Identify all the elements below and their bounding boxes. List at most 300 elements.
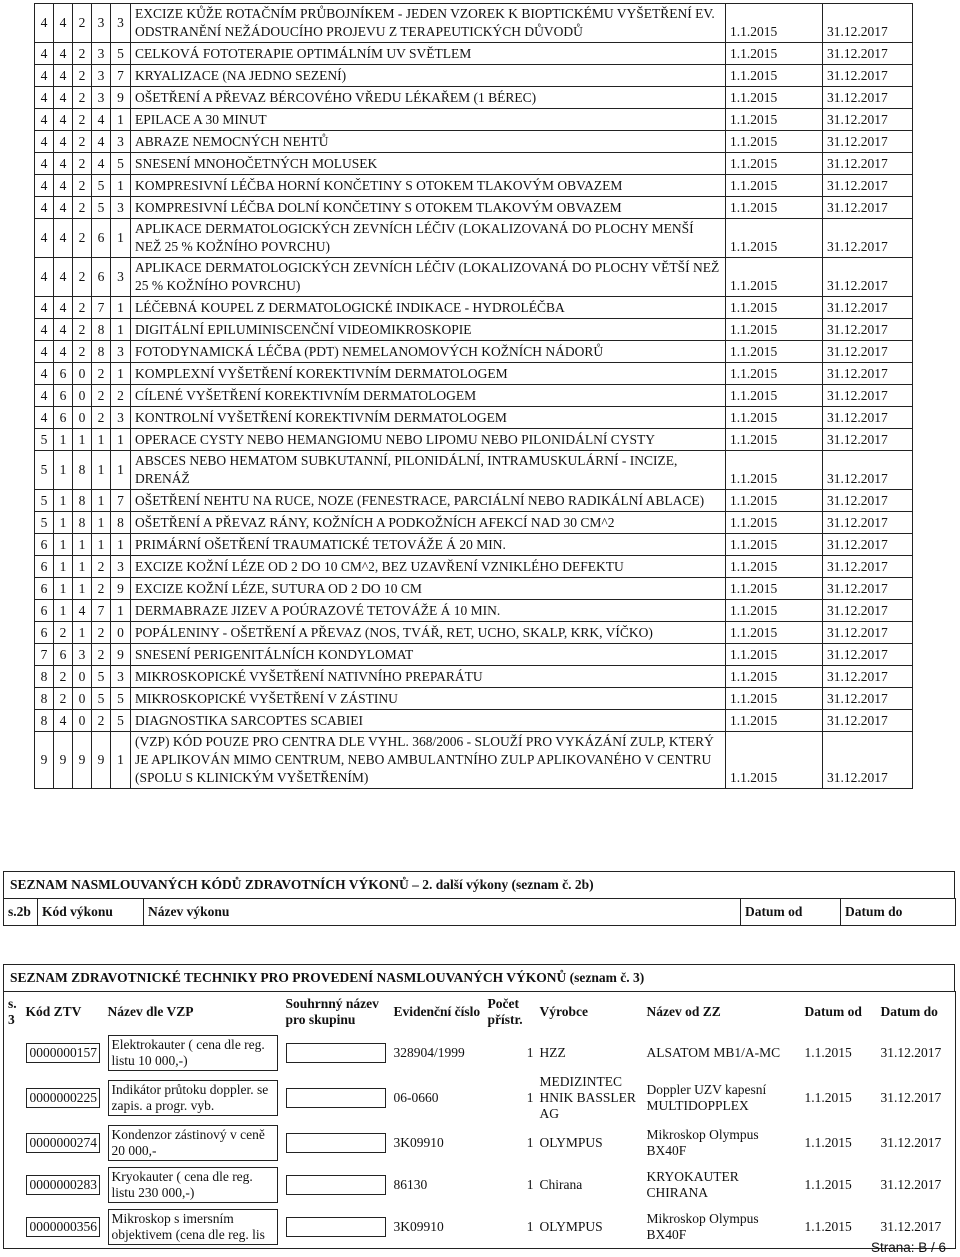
code-digit: 1 xyxy=(111,534,131,556)
header-datum-od: Datum od xyxy=(741,899,841,926)
procedure-name: SNESENÍ PERIGENITÁLNÍCH KONDYLOMAT xyxy=(131,644,726,666)
code-digit: 8 xyxy=(73,490,92,512)
code-digit: 2 xyxy=(73,319,92,341)
equipment-table xyxy=(3,991,956,1249)
code-digit: 0 xyxy=(73,688,92,710)
equipment-row xyxy=(4,1206,956,1249)
procedure-name: KONTROLNÍ VYŠETŘENÍ KOREKTIVNÍM DERMATOLOGEM xyxy=(131,407,726,429)
table-row xyxy=(35,258,913,297)
date-to: 31.12.2017 xyxy=(823,131,913,153)
code-digit: 7 xyxy=(92,600,111,622)
code-digit: 2 xyxy=(92,407,111,429)
procedure-name: PRIMÁRNÍ OŠETŘENÍ TRAUMATICKÉ TETOVÁŽE Á 20 MIN. xyxy=(131,534,726,556)
code-digit: 2 xyxy=(73,131,92,153)
date-to: 31.12.2017 xyxy=(823,578,913,600)
code-digit: 5 xyxy=(35,429,54,451)
procedure-name: KOMPLEXNÍ VYŠETŘENÍ KOREKTIVNÍM DERMATOLOGEM xyxy=(131,363,726,385)
code-digit: 4 xyxy=(35,175,54,197)
code-digit: 6 xyxy=(54,385,73,407)
table-row xyxy=(35,578,913,600)
page-number: Strana: B / 6 xyxy=(870,1240,946,1255)
header-s2b: s.2b xyxy=(4,899,38,926)
device-name: ALSATOM MB1/A-MC xyxy=(646,1045,781,1060)
row-index xyxy=(4,1032,22,1074)
procedure-name: DIAGNOSTIKA SARCOPTES SCABIEI xyxy=(131,710,726,732)
table-row xyxy=(35,65,913,87)
procedure-name: LÉČEBNÁ KOUPEL Z DERMATOLOGICKÉ INDIKACE - HYDROLÉČBA xyxy=(131,297,726,319)
code-digit: 2 xyxy=(54,666,73,688)
header-pocet: Počet přístr. xyxy=(487,996,523,1027)
group-name xyxy=(286,1133,386,1153)
date-from: 1.1.2015 xyxy=(726,131,823,153)
code-digit: 2 xyxy=(73,341,92,363)
code-digit: 2 xyxy=(111,385,131,407)
code-digit: 0 xyxy=(73,385,92,407)
code-digit: 6 xyxy=(54,407,73,429)
code-digit: 3 xyxy=(92,87,111,109)
code-digit: 6 xyxy=(35,534,54,556)
code-digit: 6 xyxy=(54,644,73,666)
table-row xyxy=(35,732,913,789)
code-digit: 4 xyxy=(35,131,54,153)
date-from: 1.1.2015 xyxy=(804,1090,852,1105)
registration-number: 328904/1999 xyxy=(393,1045,465,1060)
ztv-code: 0000000157 xyxy=(26,1043,100,1063)
device-name: Mikroskop Olympus BX40F xyxy=(646,1127,759,1158)
table-row xyxy=(35,175,913,197)
code-digit: 4 xyxy=(35,319,54,341)
date-to: 31.12.2017 xyxy=(823,258,913,297)
code-digit: 7 xyxy=(92,297,111,319)
code-digit: 4 xyxy=(54,297,73,319)
code-digit: 4 xyxy=(35,341,54,363)
code-digit: 6 xyxy=(35,622,54,644)
equipment-row xyxy=(4,1074,956,1122)
header-nazev-vykonu: Název výkonu xyxy=(144,899,741,926)
procedure-name: CELKOVÁ FOTOTERAPIE OPTIMÁLNÍM UV SVĚTLEM xyxy=(131,43,726,65)
vzp-name-cell xyxy=(104,1122,282,1164)
code-digit: 6 xyxy=(35,578,54,600)
code-digit: 4 xyxy=(54,219,73,258)
code-digit: 1 xyxy=(54,429,73,451)
code-digit: 3 xyxy=(92,65,111,87)
group-name-cell xyxy=(282,1032,390,1074)
code-digit: 2 xyxy=(73,153,92,175)
code-digit: 8 xyxy=(35,666,54,688)
code-digit: 1 xyxy=(54,451,73,490)
code-digit: 1 xyxy=(54,556,73,578)
procedure-name: ABRAZE NEMOCNÝCH NEHTŮ xyxy=(131,131,726,153)
header-vyrobce: Výrobce xyxy=(539,1004,588,1019)
code-digit: 4 xyxy=(54,109,73,131)
date-to: 31.12.2017 xyxy=(823,451,913,490)
code-digit: 2 xyxy=(73,4,92,43)
code-digit: 0 xyxy=(73,710,92,732)
code-digit: 6 xyxy=(92,219,111,258)
code-digit: 1 xyxy=(54,490,73,512)
code-digit: 1 xyxy=(111,363,131,385)
device-count: 1 xyxy=(526,1135,534,1150)
procedure-name: OŠETŘENÍ A PŘEVAZ BÉRCOVÉHO VŘEDU LÉKAŘEM (1 BÉREC) xyxy=(131,87,726,109)
date-to: 31.12.2017 xyxy=(880,1135,942,1150)
date-to: 31.12.2017 xyxy=(823,87,913,109)
code-digit: 4 xyxy=(35,109,54,131)
code-digit: 1 xyxy=(111,175,131,197)
vzp-name: Mikroskop s imersním objektivem (cena dle reg. lis xyxy=(108,1209,278,1245)
header-kod-ztv: Kód ZTV xyxy=(25,1004,82,1019)
date-from: 1.1.2015 xyxy=(726,363,823,385)
code-digit: 1 xyxy=(54,534,73,556)
table-row xyxy=(35,710,913,732)
table-row xyxy=(35,407,913,429)
date-to: 31.12.2017 xyxy=(823,43,913,65)
code-digit: 8 xyxy=(111,512,131,534)
code-digit: 2 xyxy=(54,622,73,644)
code-digit: 6 xyxy=(92,258,111,297)
group-name xyxy=(286,1217,386,1237)
code-digit: 9 xyxy=(111,644,131,666)
date-to: 31.12.2017 xyxy=(823,688,913,710)
date-from: 1.1.2015 xyxy=(804,1045,852,1060)
date-to: 31.12.2017 xyxy=(823,710,913,732)
code-digit: 3 xyxy=(111,341,131,363)
code-digit: 2 xyxy=(73,65,92,87)
header-nazev-zz: Název od ZZ xyxy=(646,1004,721,1019)
procedure-name: OŠETŘENÍ NEHTU NA RUCE, NOZE (FENESTRACE, PARCIÁLNÍ NEBO RADIKÁLNÍ ABLACE) xyxy=(131,490,726,512)
manufacturer: OLYMPUS xyxy=(539,1219,603,1234)
code-digit: 1 xyxy=(111,429,131,451)
code-digit: 6 xyxy=(54,363,73,385)
code-digit: 2 xyxy=(92,710,111,732)
code-digit: 2 xyxy=(73,43,92,65)
procedure-name: OŠETŘENÍ A PŘEVAZ RÁNY, KOŽNÍCH A PODKOŽNÍCH AFEKCÍ NAD 30 CM^2 xyxy=(131,512,726,534)
row-index xyxy=(4,1164,22,1206)
code-digit: 7 xyxy=(111,65,131,87)
table-row xyxy=(35,688,913,710)
procedure-name: KOMPRESIVNÍ LÉČBA HORNÍ KONČETINY S OTOKEM TLAKOVÝM OBVAZEM xyxy=(131,175,726,197)
table-row xyxy=(35,512,913,534)
code-digit: 4 xyxy=(35,4,54,43)
code-digit: 2 xyxy=(73,258,92,297)
vzp-name: Kryokauter ( cena dle reg. listu 230 000,-) xyxy=(108,1167,278,1203)
date-from: 1.1.2015 xyxy=(726,600,823,622)
group-name xyxy=(286,1175,386,1195)
date-to: 31.12.2017 xyxy=(823,429,913,451)
code-digit: 2 xyxy=(92,622,111,644)
code-digit: 3 xyxy=(111,258,131,297)
procedure-name: KRYALIZACE (NA JEDNO SEZENÍ) xyxy=(131,65,726,87)
device-count: 1 xyxy=(526,1090,534,1105)
procedure-name: APLIKACE DERMATOLOGICKÝCH ZEVNÍCH LÉČIV (LOKALIZOVANÁ DO PLOCHY VĚTŠÍ NEŽ 25 % KOŽNÍHO POVRCHU) xyxy=(131,258,726,297)
code-digit: 1 xyxy=(111,451,131,490)
date-from: 1.1.2015 xyxy=(726,732,823,789)
date-to: 31.12.2017 xyxy=(823,666,913,688)
date-from: 1.1.2015 xyxy=(726,451,823,490)
code-digit: 1 xyxy=(92,534,111,556)
header-s3: s. 3 xyxy=(8,996,17,1027)
header-souhrnny-nazev: Souhrnný název pro skupinu xyxy=(285,996,379,1027)
row-index xyxy=(4,1206,22,1249)
device-count: 1 xyxy=(526,1219,534,1234)
date-to: 31.12.2017 xyxy=(823,556,913,578)
date-to: 31.12.2017 xyxy=(823,65,913,87)
date-from: 1.1.2015 xyxy=(726,87,823,109)
code-digit: 0 xyxy=(73,363,92,385)
code-digit: 9 xyxy=(92,732,111,789)
code-digit: 1 xyxy=(54,578,73,600)
table-row xyxy=(35,319,913,341)
vzp-name-cell xyxy=(104,1164,282,1206)
code-digit: 8 xyxy=(35,710,54,732)
code-digit: 2 xyxy=(73,297,92,319)
group-name-cell xyxy=(282,1164,390,1206)
code-digit: 4 xyxy=(35,258,54,297)
code-digit: 4 xyxy=(35,197,54,219)
group-name xyxy=(286,1043,386,1063)
procedure-name: (VZP) KÓD POUZE PRO CENTRA DLE VYHL. 368/2006 - SLOUŽÍ PRO VYKÁZÁNÍ ZULP, KTERÝ JE APLIKOVÁN MIMO CENTRUM, NEBO AMBULANTNÍHO ZULP APLIKOVANÉHO V CENTRU (SPOLU S KLINICKÝM VYŠETŘENÍM) xyxy=(131,732,726,789)
code-digit: 4 xyxy=(92,109,111,131)
code-digit: 1 xyxy=(92,512,111,534)
code-digit: 4 xyxy=(92,153,111,175)
header-datum-od: Datum od xyxy=(804,1004,862,1019)
header-kod-vykonu: Kód výkonu xyxy=(38,899,144,926)
code-digit: 4 xyxy=(35,87,54,109)
table-row xyxy=(35,297,913,319)
device-name: Mikroskop Olympus BX40F xyxy=(646,1211,759,1242)
code-digit: 4 xyxy=(35,65,54,87)
date-to: 31.12.2017 xyxy=(823,4,913,43)
code-digit: 3 xyxy=(111,666,131,688)
date-from: 1.1.2015 xyxy=(726,197,823,219)
table-row xyxy=(35,4,913,43)
section-2b xyxy=(3,871,955,926)
manufacturer: HZZ xyxy=(539,1045,566,1060)
code-digit: 9 xyxy=(54,732,73,789)
code-digit: 9 xyxy=(73,732,92,789)
code-digit: 9 xyxy=(111,87,131,109)
code-digit: 0 xyxy=(73,407,92,429)
date-to: 31.12.2017 xyxy=(823,341,913,363)
code-digit: 4 xyxy=(73,600,92,622)
section-3 xyxy=(3,964,955,1249)
vzp-name-cell xyxy=(104,1032,282,1074)
code-digit: 2 xyxy=(73,87,92,109)
group-name-cell xyxy=(282,1074,390,1122)
code-digit: 4 xyxy=(54,153,73,175)
date-to: 31.12.2017 xyxy=(823,732,913,789)
code-digit: 2 xyxy=(92,578,111,600)
code-digit: 1 xyxy=(73,578,92,600)
table-row xyxy=(35,219,913,258)
code-digit: 2 xyxy=(73,109,92,131)
code-digit: 5 xyxy=(35,512,54,534)
header-datum-do: Datum do xyxy=(880,1004,938,1019)
table-row xyxy=(35,197,913,219)
date-from: 1.1.2015 xyxy=(726,175,823,197)
code-digit: 3 xyxy=(111,4,131,43)
date-from: 1.1.2015 xyxy=(804,1219,852,1234)
code-digit: 5 xyxy=(35,490,54,512)
device-count: 1 xyxy=(526,1045,534,1060)
header-evidencni-cislo: Evidenční číslo xyxy=(393,1004,481,1019)
table-row xyxy=(35,600,913,622)
code-digit: 7 xyxy=(35,644,54,666)
code-digit: 9 xyxy=(35,732,54,789)
date-to: 31.12.2017 xyxy=(823,219,913,258)
code-digit: 1 xyxy=(92,451,111,490)
date-to: 31.12.2017 xyxy=(880,1090,942,1105)
code-digit: 2 xyxy=(92,385,111,407)
registration-number: 06-0660 xyxy=(393,1090,439,1105)
equipment-row xyxy=(4,1122,956,1164)
code-digit: 2 xyxy=(92,644,111,666)
code-digit: 2 xyxy=(92,363,111,385)
vzp-name: Kondenzor zástinový v ceně 20 000,- xyxy=(108,1125,278,1161)
code-digit: 8 xyxy=(92,341,111,363)
date-from: 1.1.2015 xyxy=(726,429,823,451)
code-digit: 2 xyxy=(73,219,92,258)
date-from: 1.1.2015 xyxy=(726,258,823,297)
manufacturer: OLYMPUS xyxy=(539,1135,603,1150)
vzp-name-cell xyxy=(104,1074,282,1122)
date-from: 1.1.2015 xyxy=(804,1135,852,1150)
table-row xyxy=(35,490,913,512)
code-digit: 3 xyxy=(92,4,111,43)
date-from: 1.1.2015 xyxy=(726,512,823,534)
row-index xyxy=(4,1122,22,1164)
code-digit: 4 xyxy=(35,297,54,319)
date-from: 1.1.2015 xyxy=(726,219,823,258)
code-digit: 1 xyxy=(92,490,111,512)
table-row xyxy=(35,644,913,666)
code-digit: 1 xyxy=(111,319,131,341)
code-digit: 1 xyxy=(73,556,92,578)
code-digit: 1 xyxy=(73,622,92,644)
date-from: 1.1.2015 xyxy=(726,490,823,512)
date-from: 1.1.2015 xyxy=(804,1177,852,1192)
procedure-name: SNESENÍ MNOHOČETNÝCH MOLUSEK xyxy=(131,153,726,175)
code-digit: 4 xyxy=(54,175,73,197)
section-2b-title: SEZNAM NASMLOUVANÝCH KÓDŮ ZDRAVOTNÍCH VÝKONŮ – 2. další výkony (seznam č. 2b) xyxy=(3,871,955,898)
date-from: 1.1.2015 xyxy=(726,556,823,578)
date-from: 1.1.2015 xyxy=(726,534,823,556)
date-to: 31.12.2017 xyxy=(880,1177,942,1192)
procedure-name: MIKROSKOPICKÉ VYŠETŘENÍ V ZÁSTINU xyxy=(131,688,726,710)
code-digit: 2 xyxy=(54,688,73,710)
date-to: 31.12.2017 xyxy=(823,600,913,622)
table-row xyxy=(35,109,913,131)
device-count: 1 xyxy=(526,1177,534,1192)
code-digit: 4 xyxy=(54,87,73,109)
date-to: 31.12.2017 xyxy=(823,512,913,534)
date-to: 31.12.2017 xyxy=(823,153,913,175)
table-row xyxy=(35,87,913,109)
procedure-name: POPÁLENINY - OŠETŘENÍ A PŘEVAZ (NOS, TVÁŘ, RET, UCHO, SKALP, KRK, VÍČKO) xyxy=(131,622,726,644)
code-digit: 3 xyxy=(111,407,131,429)
date-to: 31.12.2017 xyxy=(880,1219,942,1234)
date-to: 31.12.2017 xyxy=(823,297,913,319)
table-row xyxy=(35,451,913,490)
equipment-row xyxy=(4,1032,956,1074)
code-digit: 9 xyxy=(111,578,131,600)
code-digit: 1 xyxy=(111,109,131,131)
ztv-code: 0000000225 xyxy=(26,1088,100,1108)
code-digit: 3 xyxy=(111,197,131,219)
code-digit: 4 xyxy=(54,131,73,153)
procedure-codes-table xyxy=(34,3,913,789)
code-digit: 4 xyxy=(54,43,73,65)
code-digit: 1 xyxy=(111,297,131,319)
procedure-name: APLIKACE DERMATOLOGICKÝCH ZEVNÍCH LÉČIV (LOKALIZOVANÁ DO PLOCHY MENŠÍ NEŽ 25 % KOŽNÍHO POVRCHU) xyxy=(131,219,726,258)
date-from: 1.1.2015 xyxy=(726,578,823,600)
code-digit: 5 xyxy=(92,688,111,710)
date-from: 1.1.2015 xyxy=(726,319,823,341)
code-digit: 5 xyxy=(111,710,131,732)
code-digit: 1 xyxy=(111,600,131,622)
procedure-name: OPERACE CYSTY NEBO HEMANGIOMU NEBO LIPOMU NEBO PILONIDÁLNÍ CYSTY xyxy=(131,429,726,451)
procedure-name: CÍLENÉ VYŠETŘENÍ KOREKTIVNÍM DERMATOLOGEM xyxy=(131,385,726,407)
ztv-code: 0000000356 xyxy=(26,1217,100,1237)
code-digit: 3 xyxy=(92,43,111,65)
code-digit: 1 xyxy=(111,219,131,258)
code-digit: 2 xyxy=(73,175,92,197)
ztv-code-cell xyxy=(22,1206,104,1249)
date-from: 1.1.2015 xyxy=(726,65,823,87)
vzp-name-cell xyxy=(104,1206,282,1249)
procedure-name: ABSCES NEBO HEMATOM SUBKUTANNÍ, PILONIDÁLNÍ, INTRAMUSKULÁRNÍ - INCIZE, DRENÁŽ xyxy=(131,451,726,490)
vzp-name: Elektrokauter ( cena dle reg. listu 10 000,-) xyxy=(108,1035,278,1071)
table-row xyxy=(35,556,913,578)
table-row xyxy=(35,666,913,688)
date-from: 1.1.2015 xyxy=(726,622,823,644)
equipment-row xyxy=(4,1164,956,1206)
section-2b-table xyxy=(3,898,956,926)
date-to: 31.12.2017 xyxy=(823,319,913,341)
date-to: 31.12.2017 xyxy=(880,1045,942,1060)
procedure-name: KOMPRESIVNÍ LÉČBA DOLNÍ KONČETINY S OTOKEM TLAKOVÝM OBVAZEM xyxy=(131,197,726,219)
code-digit: 5 xyxy=(111,688,131,710)
code-digit: 4 xyxy=(54,341,73,363)
code-digit: 1 xyxy=(73,534,92,556)
ztv-code-cell xyxy=(22,1074,104,1122)
date-from: 1.1.2015 xyxy=(726,688,823,710)
code-digit: 1 xyxy=(54,512,73,534)
date-from: 1.1.2015 xyxy=(726,109,823,131)
date-to: 31.12.2017 xyxy=(823,197,913,219)
registration-number: 3K09910 xyxy=(393,1135,444,1150)
code-digit: 8 xyxy=(92,319,111,341)
code-digit: 1 xyxy=(54,600,73,622)
table-row xyxy=(35,131,913,153)
code-digit: 4 xyxy=(54,197,73,219)
group-name-cell xyxy=(282,1206,390,1249)
registration-number: 3K09910 xyxy=(393,1219,444,1234)
code-digit: 3 xyxy=(111,556,131,578)
code-digit: 6 xyxy=(35,600,54,622)
code-digit: 5 xyxy=(92,197,111,219)
code-digit: 1 xyxy=(111,732,131,789)
date-from: 1.1.2015 xyxy=(726,710,823,732)
code-digit: 2 xyxy=(73,197,92,219)
procedure-name: MIKROSKOPICKÉ VYŠETŘENÍ NATIVNÍHO PREPARÁTU xyxy=(131,666,726,688)
manufacturer: MEDIZINTEC HNIK BASSLER AG xyxy=(539,1074,636,1121)
date-from: 1.1.2015 xyxy=(726,385,823,407)
equipment-header-row xyxy=(4,992,956,1033)
header-datum-do: Datum do xyxy=(841,899,956,926)
date-from: 1.1.2015 xyxy=(726,4,823,43)
registration-number: 86130 xyxy=(393,1177,428,1192)
code-digit: 8 xyxy=(73,512,92,534)
